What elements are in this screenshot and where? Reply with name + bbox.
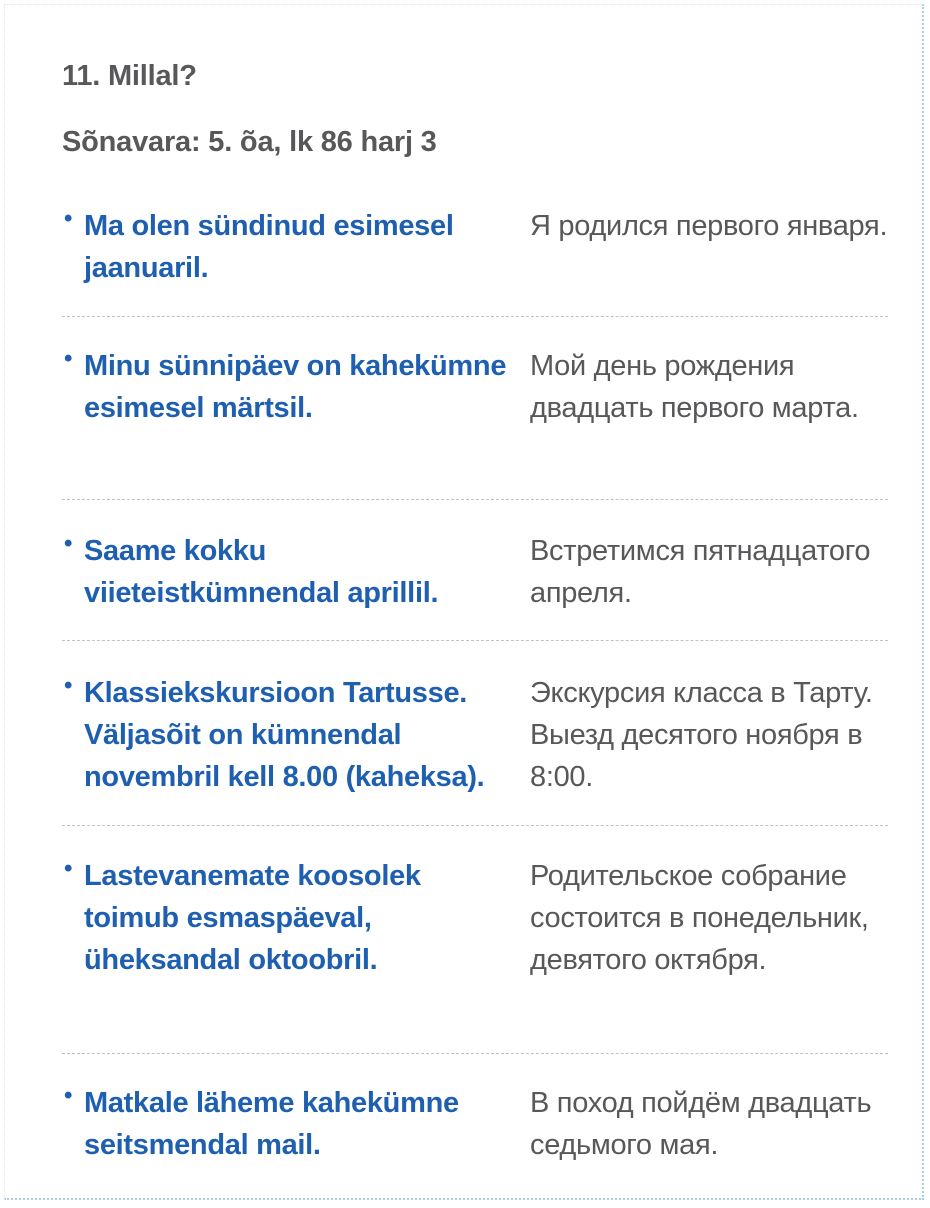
- russian-translation: Экскурсия класса в Тарту. Выезд десятого ноября в 8:00.: [530, 677, 873, 793]
- phrase-row: [62, 345, 888, 500]
- russian-translation: Я родился первого января.: [530, 210, 888, 242]
- bullet-icon: •: [64, 855, 73, 882]
- estonian-phrase: Ma olen sündinud esimesel jaanuaril.: [84, 210, 454, 284]
- russian-translation: Родительское собрание состоится в понедельник, девятого октября.: [530, 860, 869, 976]
- vocabulary-reference: Sõnavara: 5. õa, lk 86 harj 3: [62, 126, 437, 158]
- bullet-icon: •: [64, 672, 73, 699]
- bullet-icon: •: [64, 345, 73, 372]
- bullet-icon: •: [64, 1082, 73, 1109]
- estonian-phrase: Lastevanemate koosolek toimub esmaspäeval, üheksandal oktoobril.: [84, 860, 421, 976]
- phrase-row: [62, 205, 888, 317]
- bullet-icon: •: [64, 530, 73, 557]
- estonian-phrase: Matkale läheme kahekümne seitsmendal mail.: [84, 1087, 459, 1161]
- phrase-row: [62, 672, 888, 826]
- russian-translation: Мой день рождения двадцать первого марта.: [530, 350, 859, 424]
- exercise-title: 11. Millal?: [62, 60, 197, 92]
- phrase-row: [62, 530, 888, 641]
- russian-translation: В поход пойдём двадцать седьмого мая.: [530, 1087, 872, 1161]
- estonian-phrase: Minu sünnipäev on kahekümne esimesel märtsil.: [84, 350, 507, 424]
- russian-translation: Встретимся пятнадцатого апреля.: [530, 535, 871, 609]
- estonian-phrase: Klassiekskursioon Tartusse. Väljasõit on kümnendal novembril kell 8.00 (kaheksa).: [84, 677, 485, 793]
- estonian-phrase: Saame kokku viieteistkümnendal aprillil.: [84, 535, 439, 609]
- phrase-row: [62, 1082, 888, 1172]
- bullet-icon: •: [64, 205, 73, 232]
- phrase-row: [62, 855, 888, 1054]
